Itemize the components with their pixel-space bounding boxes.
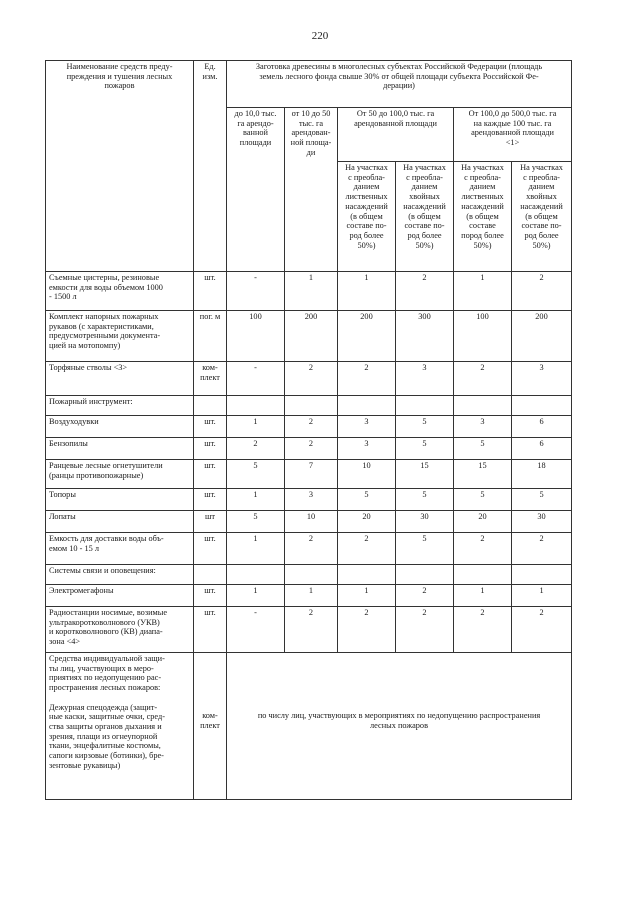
table-row	[46, 565, 572, 585]
row-unit	[194, 607, 227, 653]
row-value: 2	[396, 607, 454, 653]
row-value: 3	[396, 362, 454, 396]
text-line: 50%)	[473, 240, 492, 250]
row-value: 7	[285, 460, 338, 489]
row-name	[46, 460, 194, 489]
row-value: 20	[338, 511, 396, 533]
row-value: 2	[396, 272, 454, 311]
text-line: шт.	[204, 439, 216, 448]
row-value: 2	[454, 362, 512, 396]
row-value: 5	[227, 511, 285, 533]
text-line: насаждений	[403, 201, 446, 211]
data-rows	[46, 272, 572, 653]
text-line: хвойных	[409, 192, 440, 202]
row-value: 2	[338, 362, 396, 396]
text-line: данием	[411, 182, 438, 192]
text-line: Радиостанции носимые, возимые	[49, 608, 168, 617]
row-merged-value	[227, 653, 572, 800]
row-unit	[194, 653, 227, 800]
header-group-100-500	[454, 108, 572, 162]
row-value: 1	[338, 272, 396, 311]
text-line: На участках	[345, 163, 388, 172]
text-line: Ед.	[204, 62, 216, 71]
row-value	[285, 565, 338, 585]
header-sub-deciduous-4	[454, 162, 512, 272]
row-value: 30	[512, 511, 572, 533]
row-value: 10	[338, 460, 396, 489]
text-line: плект	[200, 720, 220, 730]
row-value: 2	[285, 362, 338, 396]
row-value: 1	[227, 533, 285, 565]
row-unit	[194, 416, 227, 438]
text-line: составе	[469, 221, 496, 231]
text-line: шт.	[204, 534, 216, 543]
row-value: 1	[227, 489, 285, 511]
header-group-50-100	[338, 108, 454, 162]
header-sub-deciduous-3	[338, 162, 396, 272]
row-value: 3	[338, 438, 396, 460]
row-value: 2	[512, 272, 572, 311]
header-main-group	[227, 61, 572, 108]
header-row-1	[46, 61, 572, 108]
text-line: (в общем	[408, 211, 441, 221]
row-value: 5	[396, 489, 454, 511]
text-line: данием	[353, 182, 380, 192]
text-line: шт.	[204, 586, 216, 595]
text-line: шт.	[204, 417, 216, 426]
text-line: От 100,0 до 500,0 тыс. га	[468, 109, 557, 118]
text-line: насаждений	[345, 201, 388, 211]
text-line: Воздуходувки	[49, 417, 99, 426]
row-value: 10	[285, 511, 338, 533]
row-name	[46, 311, 194, 362]
text-line: насаждений	[520, 201, 563, 211]
text-line: арендованной площади	[354, 118, 437, 128]
row-value: 1	[285, 272, 338, 311]
row-name	[46, 653, 194, 800]
text-line: 50%)	[415, 240, 434, 250]
row-value: 100	[454, 311, 512, 362]
text-line: данием	[469, 182, 496, 192]
row-unit	[194, 585, 227, 607]
row-name	[46, 511, 194, 533]
row-value	[227, 565, 285, 585]
row-value	[454, 396, 512, 416]
text-line: 50%)	[357, 240, 376, 250]
text-line: (в общем	[350, 211, 383, 221]
text-line: площади	[239, 138, 272, 148]
text-line: Торфяные стволы <3>	[49, 363, 128, 372]
row-value: 300	[396, 311, 454, 362]
text-line: пространения лесных пожаров:	[49, 683, 161, 693]
text-line: Электромегафоны	[49, 586, 114, 595]
row-value	[396, 565, 454, 585]
header-unit	[194, 61, 227, 272]
row-name	[46, 585, 194, 607]
text-line: ты лиц, участвующих в меро-	[49, 663, 154, 673]
text-line	[196, 566, 224, 576]
row-unit	[194, 489, 227, 511]
text-line: - 1500 л	[49, 292, 77, 302]
text-line: насаждений	[461, 201, 504, 211]
row-value	[227, 396, 285, 416]
row-value: 6	[512, 416, 572, 438]
table-row	[46, 511, 572, 533]
row-value: 2	[338, 607, 396, 653]
text-line: род более	[349, 230, 384, 240]
text-line: род более	[407, 230, 442, 240]
row-value: -	[227, 607, 285, 653]
text-line: земель лесного фонда свыше 30% от общей площади субъекта Российской Фе-	[259, 71, 539, 81]
text-line: шт.	[204, 608, 216, 617]
table-row	[46, 533, 572, 565]
text-line: приятиях по недопущению рас-	[49, 673, 162, 683]
text-line: На участках	[403, 163, 446, 172]
row-value: 5	[338, 489, 396, 511]
row-value: 200	[512, 311, 572, 362]
equipment-table	[45, 60, 572, 800]
row-value: 3	[285, 489, 338, 511]
row-value: 5	[396, 533, 454, 565]
text-line: <1>	[505, 138, 520, 148]
row-unit	[194, 396, 227, 416]
row-value	[285, 396, 338, 416]
row-value: 2	[285, 438, 338, 460]
table-row	[46, 585, 572, 607]
text-line: емом 10 - 15 л	[49, 543, 99, 553]
row-value: 2	[454, 533, 512, 565]
row-value: 5	[396, 416, 454, 438]
row-value	[338, 565, 396, 585]
text-line: зентовые рукавицы)	[49, 760, 121, 770]
text-line: лесных пожаров	[370, 720, 428, 730]
row-value	[512, 565, 572, 585]
text-line: с преобла-	[348, 172, 385, 182]
header-sub-coniferous-3	[396, 162, 454, 272]
row-value: 2	[227, 438, 285, 460]
text-line: ной площа-	[290, 138, 332, 148]
row-unit	[194, 311, 227, 362]
row-value: 2	[285, 607, 338, 653]
text-line: на каждые 100 тыс. га	[473, 118, 552, 128]
row-value: 200	[285, 311, 338, 362]
text-line: ультракоротковолнового (УКВ)	[49, 617, 160, 627]
text-line: зона <4>	[49, 637, 81, 647]
text-line: от 10 до 50	[291, 109, 331, 118]
text-line: плект	[200, 372, 220, 382]
row-value: 2	[285, 416, 338, 438]
text-line: дерации)	[383, 81, 415, 91]
text-line: составе по-	[346, 221, 387, 231]
text-line: На участках	[520, 163, 563, 172]
text-line: составе по-	[521, 221, 562, 231]
row-name	[46, 416, 194, 438]
text-line: зрения, плащи из огнеупорной	[49, 731, 158, 741]
row-value: 15	[454, 460, 512, 489]
row-value: 1	[227, 585, 285, 607]
row-value: 5	[454, 438, 512, 460]
text-line: шт.	[204, 490, 216, 499]
table-row	[46, 311, 572, 362]
text-line: преждения и тушения лесных	[66, 71, 173, 81]
text-line: тыс. га	[298, 118, 324, 128]
table-row	[46, 607, 572, 653]
row-value: 2	[338, 533, 396, 565]
row-value: 2	[454, 607, 512, 653]
text-line: От 50 до 100,0 тыс. га	[356, 109, 435, 118]
table-row	[46, 416, 572, 438]
text-line: арендованной площади	[471, 128, 554, 138]
text-line	[49, 693, 191, 703]
text-line	[196, 397, 224, 407]
text-line: ком-	[202, 711, 218, 720]
header-name	[46, 61, 194, 272]
row-value	[512, 396, 572, 416]
row-value: 6	[512, 438, 572, 460]
row-unit	[194, 362, 227, 396]
row-name	[46, 438, 194, 460]
row-value: 1	[512, 585, 572, 607]
row-value: 5	[454, 489, 512, 511]
text-line: ванной	[243, 128, 268, 138]
text-line: ные каски, защитные очки, сред-	[49, 712, 165, 722]
text-line: Бензопилы	[49, 439, 88, 448]
text-line: Емкость для доставки воды объ-	[49, 534, 164, 543]
text-line: пог. м	[199, 312, 221, 321]
row-name	[46, 565, 194, 585]
text-line: (ранцы противопожарные)	[49, 470, 144, 480]
row-value: 1	[338, 585, 396, 607]
text-line: шт	[204, 512, 215, 521]
text-line: ства защиты органов дыхания и	[49, 721, 162, 731]
row-unit	[194, 460, 227, 489]
text-line: Топоры	[49, 490, 76, 499]
text-line: с преобла-	[464, 172, 501, 182]
text-line: пожаров	[104, 81, 135, 91]
text-line: с преобла-	[523, 172, 560, 182]
text-line: ткани, энцефалитные костюмы,	[49, 741, 161, 751]
header-col-10-50	[285, 108, 338, 272]
row-name	[46, 489, 194, 511]
text-line: изм.	[202, 71, 218, 81]
row-name	[46, 272, 194, 311]
row-value: 1	[285, 585, 338, 607]
row-value: 3	[512, 362, 572, 396]
row-name	[46, 362, 194, 396]
row-value: 2	[512, 533, 572, 565]
text-line: Средства индивидуальной защи-	[49, 654, 165, 663]
text-line: ди	[306, 147, 316, 157]
row-value: 1	[454, 585, 512, 607]
table-row	[46, 396, 572, 416]
text-line: данием	[528, 182, 555, 192]
text-line: хвойных	[526, 192, 557, 202]
row-value: 20	[454, 511, 512, 533]
row-value	[338, 396, 396, 416]
row-unit	[194, 438, 227, 460]
row-name	[46, 396, 194, 416]
row-value: 30	[396, 511, 454, 533]
header-sub-coniferous-4	[512, 162, 572, 272]
text-line: арендован-	[291, 128, 331, 138]
row-value: 100	[227, 311, 285, 362]
row-value: 3	[454, 416, 512, 438]
table-row	[46, 272, 572, 311]
text-line: (в общем	[525, 211, 558, 221]
text-line: Дежурная спецодежда (защит-	[49, 702, 158, 712]
table-row	[46, 489, 572, 511]
table-row	[46, 438, 572, 460]
text-line: шт.	[204, 461, 216, 470]
text-line: рукавов (с характеристиками,	[49, 321, 154, 331]
text-line: составе по-	[404, 221, 445, 231]
row-value: 2	[285, 533, 338, 565]
row-value: 5	[227, 460, 285, 489]
text-line: Пожарный инструмент:	[49, 397, 133, 406]
text-line: лиственных	[345, 192, 388, 202]
text-line: На участках	[461, 163, 504, 172]
table-row-protective-gear	[46, 653, 572, 800]
text-line: и коротковолнового (КВ) диапа-	[49, 627, 163, 637]
text-line: сапоги кирзовые (ботинки), бре-	[49, 751, 164, 761]
text-line: с преобла-	[406, 172, 443, 182]
text-line: Съемные цистерны, резиновые	[49, 273, 160, 282]
row-unit	[194, 511, 227, 533]
row-value: 3	[338, 416, 396, 438]
row-value: 5	[512, 489, 572, 511]
row-value: 2	[396, 585, 454, 607]
text-line: га арендо-	[237, 118, 274, 128]
row-value: 1	[454, 272, 512, 311]
text-line: (в общем	[466, 211, 499, 221]
row-value: -	[227, 272, 285, 311]
text-line: лиственных	[461, 192, 504, 202]
text-line: 50%)	[532, 240, 551, 250]
row-unit	[194, 272, 227, 311]
page-number: 220	[311, 30, 329, 42]
text-line: Наименование средств преду-	[66, 62, 173, 71]
text-line: Заготовка древесины в многолесных субъектах Российской Федерации (площадь	[255, 62, 543, 71]
text-line: цией на мотопомпу)	[49, 341, 121, 351]
row-value: 2	[512, 607, 572, 653]
row-name	[46, 607, 194, 653]
row-unit	[194, 565, 227, 585]
text-line: пород более	[461, 230, 504, 240]
text-line: Комплект напорных пожарных	[49, 312, 159, 321]
table-row	[46, 460, 572, 489]
text-line: по числу лиц, участвующих в мероприятиях по недопущению распространения	[257, 711, 541, 720]
table-row	[46, 362, 572, 396]
row-value: 200	[338, 311, 396, 362]
text-line: Лопаты	[49, 512, 76, 521]
text-line: емкости для воды объемом 1000	[49, 282, 163, 292]
text-line: Системы связи и оповещения:	[49, 566, 156, 575]
row-name	[46, 533, 194, 565]
text-line: Ранцевые лесные огнетушители	[49, 461, 163, 470]
row-value	[454, 565, 512, 585]
row-value: 5	[396, 438, 454, 460]
row-unit	[194, 533, 227, 565]
row-value	[396, 396, 454, 416]
header-col-up-to-10	[227, 108, 285, 272]
text-line: предусмотренными документа-	[49, 331, 161, 341]
row-value: 15	[396, 460, 454, 489]
text-line: род более	[524, 230, 559, 240]
text-line: ком-	[202, 363, 218, 372]
row-value: -	[227, 362, 285, 396]
row-value: 18	[512, 460, 572, 489]
text-line: до 10,0 тыс.	[234, 109, 277, 118]
text-line: шт.	[204, 273, 216, 282]
row-value: 1	[227, 416, 285, 438]
